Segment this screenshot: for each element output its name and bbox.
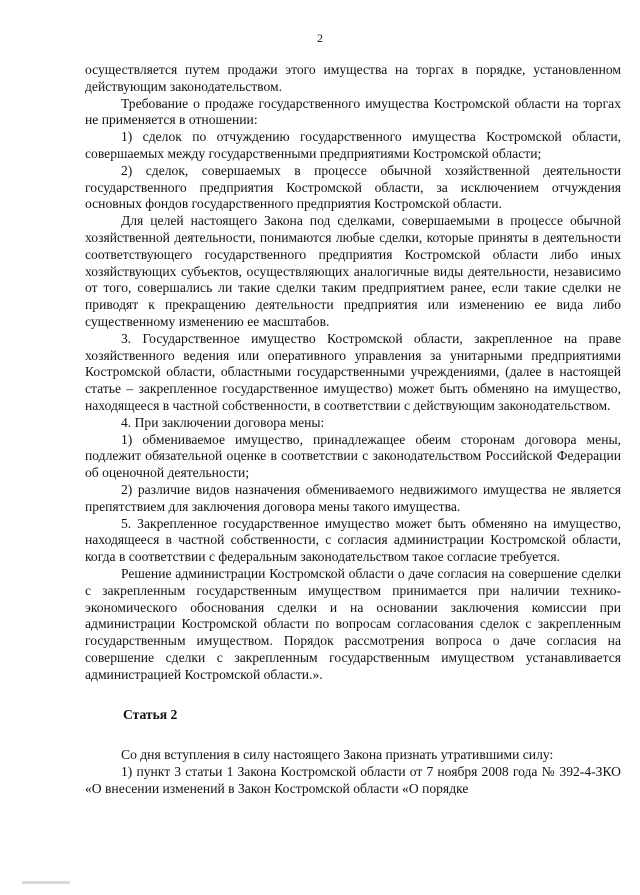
paragraph: Требование о продаже государственного имущества Костромской области на торгах не применяется в отношении: bbox=[85, 95, 621, 128]
paragraph: Для целей настоящего Закона под сделками, совершаемыми в процессе обычной хозяйственной деятельности, понимаются любые сделки, которые приняты в деятельности соответствующего государственного предприятия Костромской области либо иных хозяйствующих субъектов, осуществляющих аналогичные виды деятельности, независимо от того, совершались ли такие сделки таким предприятием ранее, если такие сделки не приводят к прекращению деятельности предприятия или изменению ее вида либо существенному изменению ее масштабов. bbox=[85, 213, 621, 329]
list-item: 1) обмениваемое имущество, принадлежащее обеим сторонам договора мены, подлежит обязательной оценке в соответствии с законодательством Российской Федерации об оценочной деятельности; bbox=[85, 431, 621, 481]
paragraph: 5. Закрепленное государственное имущество может быть обменяно на имущество, находящееся в частной собственности, с согласия администрации Костромской области, когда в соответствии с федеральным законодательством такое согласие требуется. bbox=[85, 515, 621, 565]
list-item: 1) пункт 3 статьи 1 Закона Костромской области от 7 ноября 2008 года № 392-4-ЗКО «О внесении изменений в Закон Костромской области «О порядке bbox=[85, 764, 621, 796]
list-item: 2) сделок, совершаемых в процессе обычной хозяйственной деятельности государственного предприятия Костромской области, за исключением отчуждения основных фондов государственного предприятия Костромской области. bbox=[85, 162, 621, 212]
page-number: 2 bbox=[317, 31, 323, 45]
list-item: 2) различие видов назначения обмениваемого недвижимого имущества не является препятствием для заключения договора мены такого имущества. bbox=[85, 481, 621, 514]
paragraph: 3. Государственное имущество Костромской области, закрепленное на праве хозяйственного ведения или оперативного управления за унитарными предприятиями Костромской области, областными государственными учреждениями, (далее в настоящей статье – закрепленное государственное имущество) может быть обменяно на имущество, находящееся в частной собственности, в соответствии с действующим законодательством. bbox=[85, 330, 621, 413]
article-heading: Статья 2 bbox=[123, 707, 178, 723]
paragraph: Со дня вступления в силу настоящего Закона признать утратившими силу: bbox=[121, 747, 554, 763]
scan-artifact bbox=[22, 881, 70, 884]
paragraph: 4. При заключении договора мены: bbox=[121, 414, 325, 430]
paragraph: осуществляется путем продажи этого имущества на торгах в порядке, установленном действующим законодательством. bbox=[85, 62, 621, 94]
document-body bbox=[85, 62, 621, 798]
list-item: 1) сделок по отчуждению государственного имущества Костромской области, совершаемых между государственными предприятиями Костромской области; bbox=[85, 129, 621, 161]
paragraph: Решение администрации Костромской области о даче согласия на совершение сделки с закрепленным государственным имуществом принимается при наличии технико-экономического обоснования сделки и на основании заключения комиссии при администрации Костромской области по вопросам согласования сделок с закрепленным государственным имуществом. Порядок рассмотрения вопроса о даче согласия на совершение сделки с закрепленным государственным имуществом устанавливается администрацией Костромской области.». bbox=[85, 565, 621, 682]
